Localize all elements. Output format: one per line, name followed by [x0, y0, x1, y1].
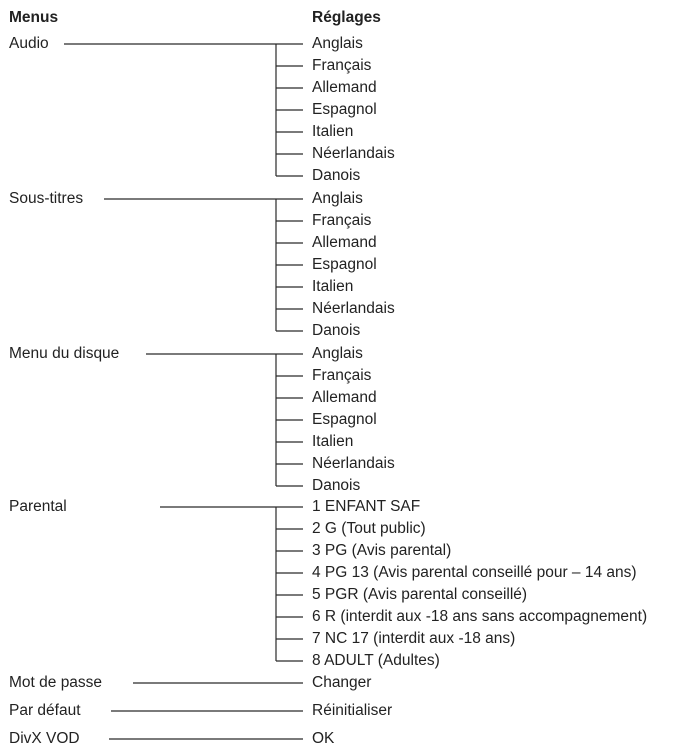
- setting-option: Allemand: [312, 234, 377, 251]
- menu-label: Menu du disque: [9, 345, 120, 362]
- setting-option: Espagnol: [312, 256, 377, 273]
- menu-label: Audio: [9, 35, 49, 52]
- setting-option: Néerlandais: [312, 145, 395, 162]
- setting-option: Espagnol: [312, 101, 377, 118]
- setting-option: 7 NC 17 (interdit aux -18 ans): [312, 630, 516, 647]
- setting-option: Anglais: [312, 345, 363, 362]
- setting-option: Danois: [312, 167, 361, 184]
- setting-option: 8 ADULT (Adultes): [312, 652, 440, 669]
- setting-option: Réinitialiser: [312, 702, 393, 719]
- setting-option: Néerlandais: [312, 300, 395, 317]
- setting-option: Italien: [312, 433, 354, 450]
- setting-option: Espagnol: [312, 411, 377, 428]
- menu-label: Parental: [9, 498, 67, 515]
- setting-option: Français: [312, 212, 372, 229]
- settings-header: Réglages: [312, 9, 381, 26]
- setting-option: Italien: [312, 123, 354, 140]
- setting-option: Français: [312, 367, 372, 384]
- setting-option: 3 PG (Avis parental): [312, 542, 452, 559]
- setting-option: Danois: [312, 322, 361, 339]
- setting-option: OK: [312, 730, 335, 747]
- setting-option: 2 G (Tout public): [312, 520, 426, 537]
- setting-option: Allemand: [312, 389, 377, 406]
- setting-option: 6 R (interdit aux -18 ans sans accompagnement): [312, 608, 648, 625]
- setting-option: Changer: [312, 674, 372, 691]
- menu-label: Sous-titres: [9, 190, 84, 207]
- setting-option: Anglais: [312, 190, 363, 207]
- setting-option: 5 PGR (Avis parental conseillé): [312, 586, 528, 603]
- setting-option: Néerlandais: [312, 455, 395, 472]
- setting-option: 4 PG 13 (Avis parental conseillé pour – 14 ans): [312, 564, 637, 581]
- setting-option: Italien: [312, 278, 354, 295]
- setting-option: Danois: [312, 477, 361, 494]
- menus-header: Menus: [9, 9, 59, 26]
- menu-label: Mot de passe: [9, 674, 103, 691]
- menu-label: Par défaut: [9, 702, 81, 719]
- setting-option: Allemand: [312, 79, 377, 96]
- setting-option: 1 ENFANT SAF: [312, 498, 421, 515]
- setting-option: Anglais: [312, 35, 363, 52]
- menu-label: DivX VOD: [9, 730, 80, 747]
- setting-option: Français: [312, 57, 372, 74]
